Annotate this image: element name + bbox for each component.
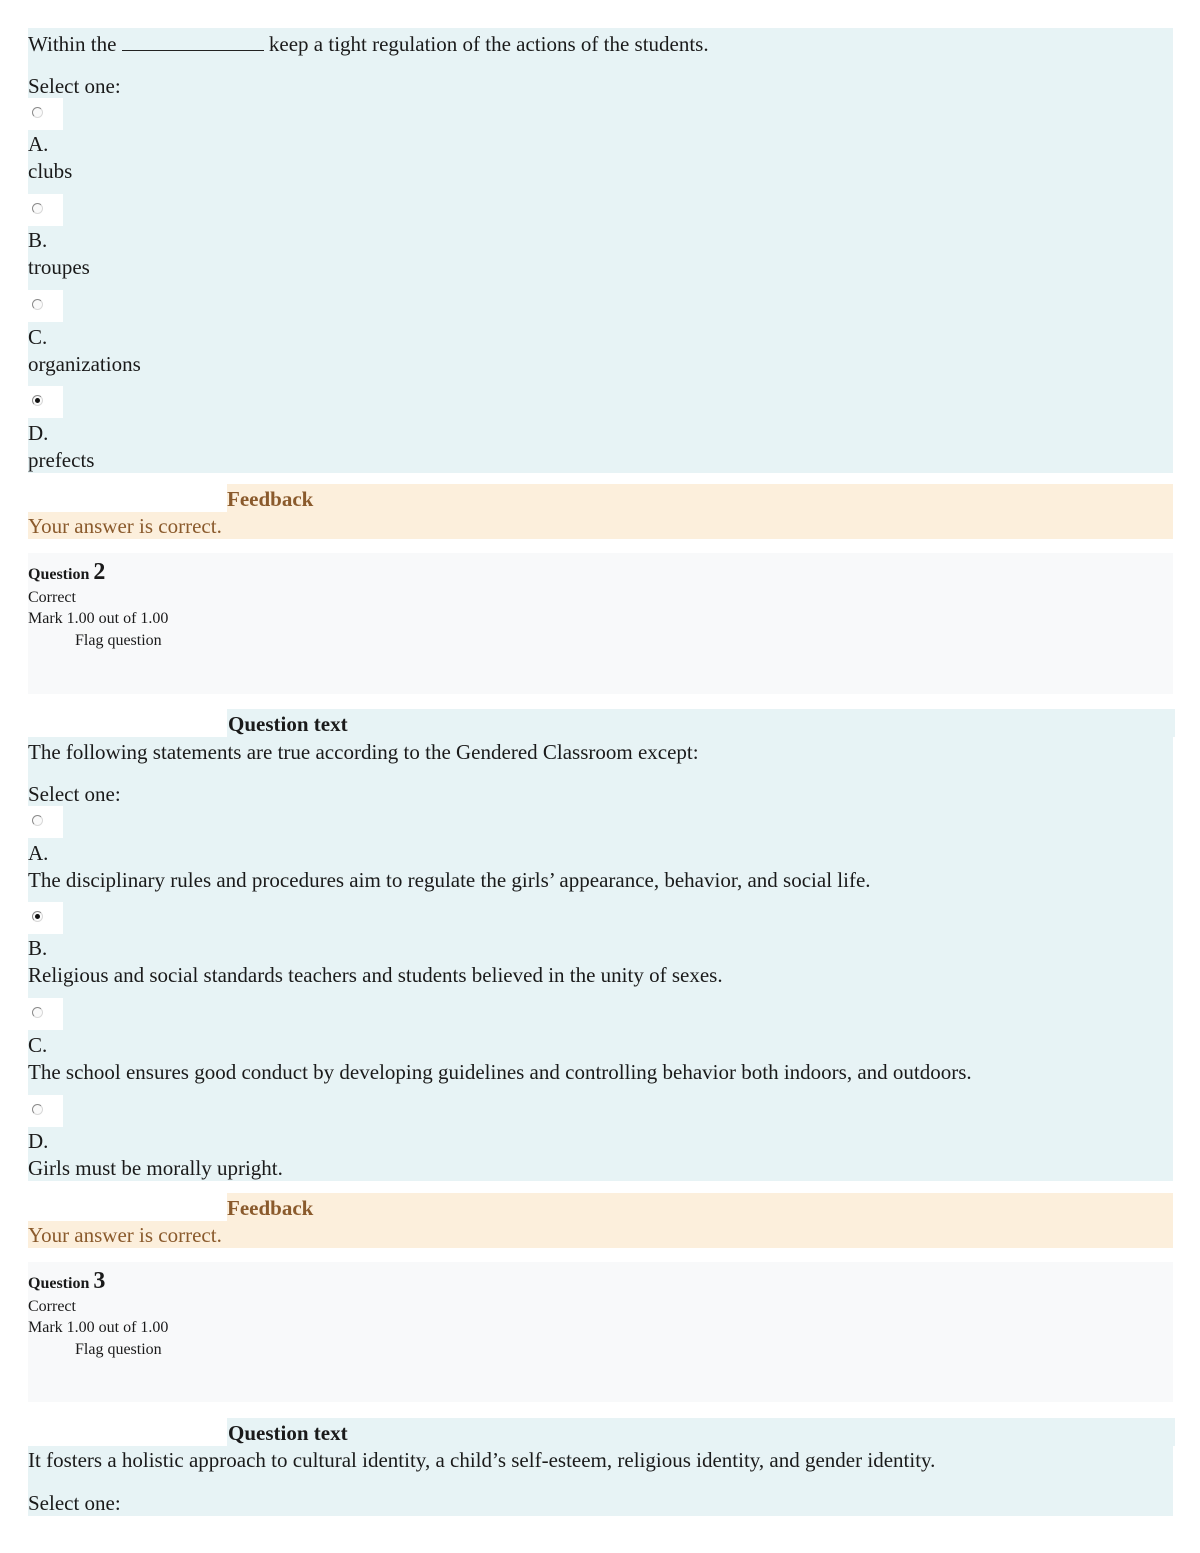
flag-question-link[interactable]: Flag question — [75, 1341, 162, 1358]
feedback-title: Feedback — [227, 1196, 314, 1220]
question-3-content — [28, 1446, 1173, 1516]
option-d-radio[interactable] — [32, 395, 43, 406]
option-b-letter: B. — [28, 936, 48, 960]
option-c-letter: C. — [28, 1033, 48, 1057]
question-1-feedback — [28, 484, 1173, 539]
question-1-text-after: keep a tight regulation of the actions of the students. — [268, 32, 709, 56]
question-2-mark: Mark 1.00 out of 1.00 — [28, 610, 169, 627]
option-d-radio-box[interactable] — [28, 1095, 63, 1127]
option-a-radio-box[interactable] — [28, 806, 63, 838]
question-2-header-spacer — [28, 709, 227, 737]
option-c-radio-box[interactable] — [28, 290, 63, 322]
question-label: Question — [28, 1275, 90, 1292]
option-c-text[interactable]: organizations — [28, 352, 141, 376]
option-d-text[interactable]: prefects — [28, 448, 95, 472]
option-b-letter: B. — [28, 228, 48, 252]
question-2-feedback — [28, 1193, 1173, 1248]
option-d-radio[interactable] — [32, 1104, 43, 1115]
feedback-title-spacer — [28, 1193, 227, 1221]
question-3-mark: Mark 1.00 out of 1.00 — [28, 1319, 169, 1336]
option-b-text[interactable]: troupes — [28, 255, 90, 279]
question-1-content — [28, 28, 1173, 473]
question-label: Question — [28, 566, 90, 583]
question-3-text: It fosters a holistic approach to cultural identity, a child’s self-esteem, religious identity, and gender identity. — [28, 1448, 936, 1472]
question-3-heading — [28, 1268, 105, 1295]
question-number: 3 — [93, 1268, 106, 1294]
question-2-status: Correct — [28, 589, 76, 606]
option-a-text[interactable]: clubs — [28, 159, 73, 183]
option-c-letter: C. — [28, 325, 48, 349]
feedback-title: Feedback — [227, 487, 314, 511]
question-2-heading — [28, 559, 105, 586]
question-1-text — [28, 32, 709, 56]
option-c-text[interactable]: The school ensures good conduct by developing guidelines and controlling behavior both indoors, and outdoors. — [28, 1060, 972, 1084]
option-a-radio[interactable] — [32, 815, 43, 826]
question-3-status: Correct — [28, 1298, 76, 1315]
feedback-text: Your answer is correct. — [28, 514, 222, 538]
question-1-blank — [122, 32, 264, 51]
option-c-radio-box[interactable] — [28, 998, 63, 1030]
option-d-radio-box[interactable] — [28, 386, 63, 418]
option-d-text[interactable]: Girls must be morally upright. — [28, 1156, 283, 1180]
option-b-radio-box[interactable] — [28, 902, 63, 934]
option-a-letter: A. — [28, 132, 49, 156]
question-number: 2 — [93, 559, 106, 585]
question-2-info — [28, 553, 1173, 694]
feedback-text: Your answer is correct. — [28, 1223, 222, 1247]
select-one-label: Select one: — [28, 1491, 121, 1515]
option-a-radio-box[interactable] — [28, 98, 63, 130]
option-c-radio[interactable] — [32, 1007, 43, 1018]
option-d-letter: D. — [28, 421, 49, 445]
option-a-letter: A. — [28, 841, 49, 865]
question-2-content — [28, 737, 1173, 1181]
select-one-label: Select one: — [28, 74, 121, 98]
option-b-text[interactable]: Religious and social standards teachers and students believed in the unity of sexes. — [28, 963, 723, 987]
question-2-text: The following statements are true according to the Gendered Classroom except: — [28, 740, 699, 764]
question-3-section-title: Question text — [228, 1421, 348, 1445]
question-3-header-spacer — [28, 1418, 227, 1446]
option-a-radio[interactable] — [32, 107, 43, 118]
option-c-radio[interactable] — [32, 299, 43, 310]
option-b-radio-box[interactable] — [28, 194, 63, 226]
feedback-title-spacer — [28, 484, 227, 512]
question-1-text-before: Within the — [28, 32, 117, 56]
option-b-radio[interactable] — [32, 203, 43, 214]
option-d-letter: D. — [28, 1129, 49, 1153]
flag-question-link[interactable]: Flag question — [75, 632, 162, 649]
option-a-text[interactable]: The disciplinary rules and procedures aim to regulate the girls’ appearance, behavior, and social life. — [28, 868, 871, 892]
option-b-radio[interactable] — [32, 911, 43, 922]
question-2-section-title: Question text — [228, 712, 348, 736]
select-one-label: Select one: — [28, 782, 121, 806]
question-3-info — [28, 1262, 1173, 1402]
